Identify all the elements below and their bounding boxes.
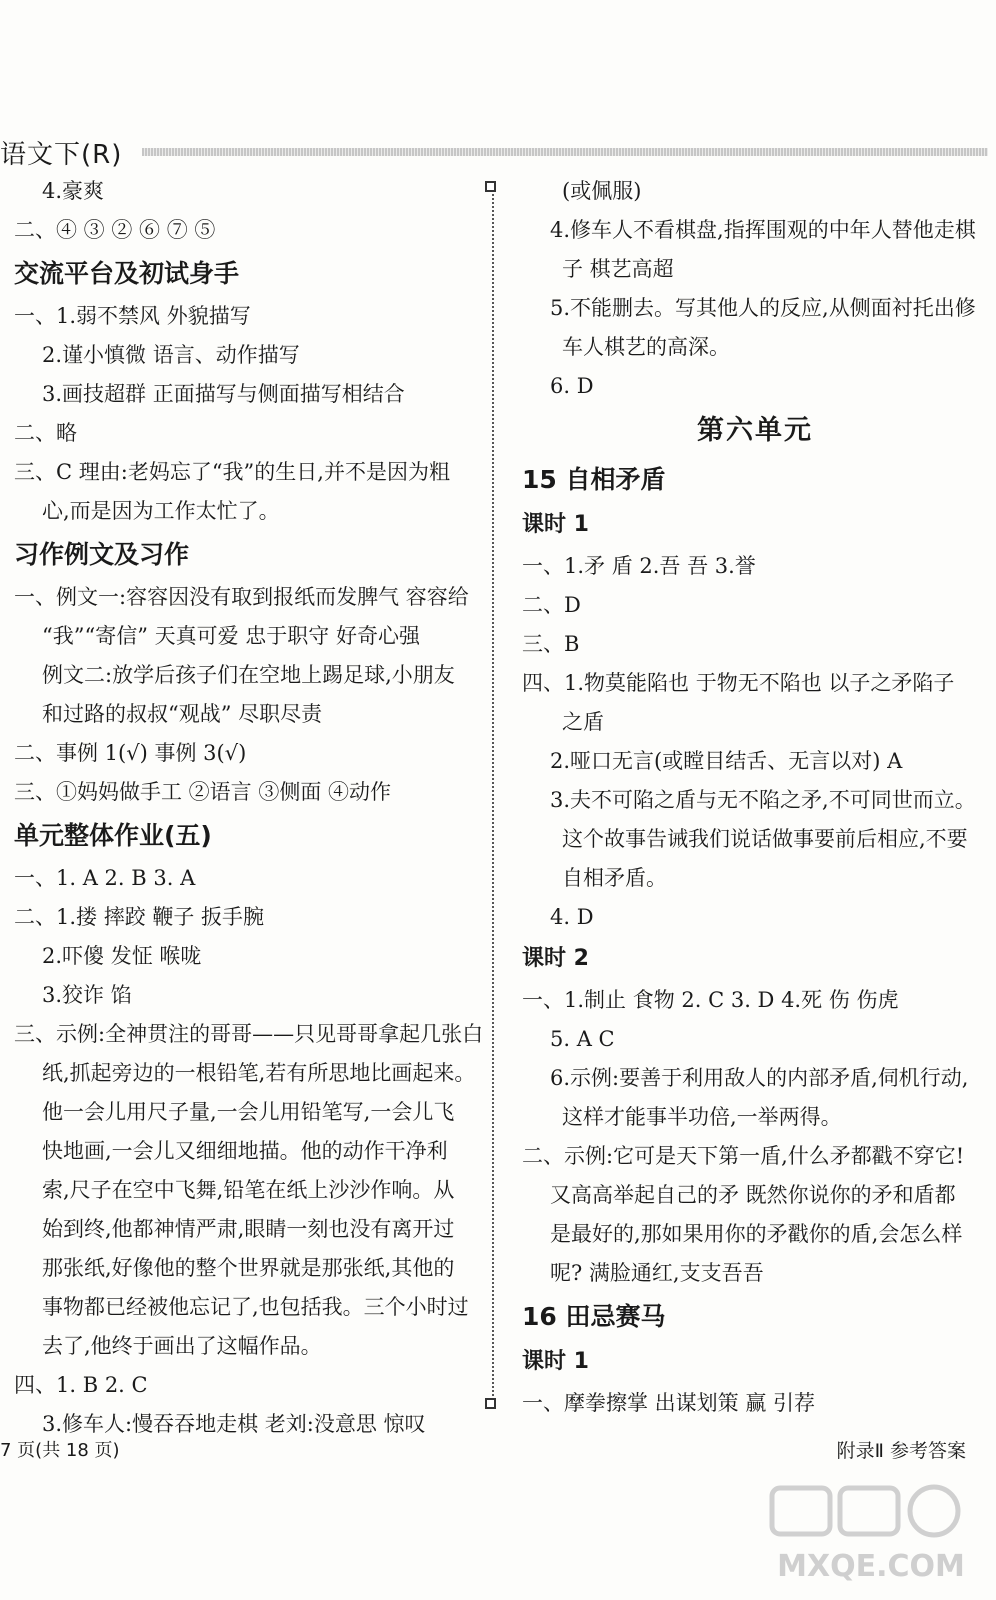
lesson-heading: 16 田忌赛马 [522, 1302, 666, 1331]
class-period-heading: 课时 2 [522, 946, 589, 971]
answer-line: 二、事例 1(√) 事例 3(√) [14, 741, 247, 765]
class-period-heading: 课时 1 [522, 512, 589, 537]
answer-line: 3.画技超群 正面描写与侧面描写相结合 [42, 382, 405, 406]
answer-line: 5.不能删去。写其他人的反应,从侧面衬托出修 [550, 296, 976, 320]
watermark-logo-icon [766, 1480, 976, 1590]
answer-line: 呢? 满脸通红,支支吾吾 [550, 1261, 764, 1285]
answer-line: 车人棋艺的高深。 [562, 335, 730, 359]
answer-line: 4.豪爽 [42, 179, 105, 203]
page-header [0, 128, 996, 172]
answer-line: 和过路的叔叔“观战” 尽职尽责 [42, 702, 323, 726]
answer-line: 这个故事告诫我们说话做事要前后相应,不要 [562, 827, 968, 851]
divider-top-marker [485, 181, 496, 192]
answer-line: 2.谨小慎微 语言、动作描写 [42, 343, 300, 367]
answer-line: 快地画,一会儿又细细地描。他的动作干净利 [42, 1139, 448, 1163]
page-number: 7 页(共 18 页) [0, 1440, 120, 1461]
watermark-text: MXQE.COM [777, 1549, 965, 1584]
answer-line: 一、1.制止 食物 2. C 3. D 4.死 伤 伤虎 [522, 988, 899, 1012]
answer-line: 二、略 [14, 421, 77, 445]
header-title: 语文下(R) [0, 140, 123, 170]
answer-line: 心,而是因为工作太忙了。 [42, 499, 280, 523]
answer-line: 2.哑口无言(或瞠目结舌、无言以对) A [550, 749, 903, 773]
answer-line: (或佩服) [562, 179, 642, 203]
answer-line: 三、C 理由:老妈忘了“我”的生日,并不是因为粗 [14, 460, 450, 484]
answer-line: 始到终,他都神情严肃,眼睛一刻也没有离开过 [42, 1217, 455, 1241]
answer-line: 二、1.搂 摔跤 鞭子 扳手腕 [14, 905, 265, 929]
answer-line: 4.修车人不看棋盘,指挥围观的中年人替他走棋 [550, 218, 976, 242]
answer-line: “我”“寄信” 天真可爱 忠于职守 好奇心强 [42, 624, 420, 648]
answer-line: 3.狡诈 馅 [42, 983, 132, 1007]
answer-line: 二、示例:它可是天下第一盾,什么矛都戳不穿它! [522, 1144, 965, 1168]
section-heading: 单元整体作业(五) [14, 821, 212, 850]
answer-line: 这样才能事半功倍,一举两得。 [562, 1105, 842, 1129]
answer-line: 那张纸,好像他的整个世界就是那张纸,其他的 [42, 1256, 455, 1280]
answer-line: 2.吓傻 发怔 喉咙 [42, 944, 202, 968]
answer-line: 一、1. A 2. B 3. A [14, 866, 196, 890]
answer-line: 子 棋艺高超 [562, 257, 674, 281]
answer-line: 索,尺子在空中飞舞,铅笔在纸上沙沙作响。从 [42, 1178, 455, 1202]
answer-line: 一、1.弱不禁风 外貌描写 [14, 304, 251, 328]
answer-line: 例文二:放学后孩子们在空地上踢足球,小朋友 [42, 663, 455, 687]
lesson-heading: 15 自相矛盾 [522, 465, 666, 494]
answer-line: 又高高举起自己的矛 既然你说你的矛和盾都 [550, 1183, 956, 1207]
answer-line: 5. A C [550, 1027, 615, 1051]
answer-line: 3.修车人:慢吞吞地走棋 老刘:没意思 惊叹 [42, 1412, 426, 1436]
answer-line: 纸,抓起旁边的一根铅笔,若有所思地比画起来。 [42, 1061, 476, 1085]
answer-line: 二、④ ③ ② ⑥ ⑦ ⑤ [14, 218, 216, 242]
answer-line: 三、示例:全神贯注的哥哥——只见哥哥拿起几张白 [14, 1022, 484, 1046]
answer-line: 三、B [522, 632, 580, 656]
answer-line: 四、1. B 2. C [14, 1373, 148, 1397]
answer-line: 三、①妈妈做手工 ②语言 ③侧面 ④动作 [14, 780, 392, 804]
divider-bottom-marker [485, 1398, 496, 1409]
answer-line: 自相矛盾。 [562, 866, 667, 890]
appendix-label: 附录Ⅱ 参考答案 [836, 1440, 966, 1462]
answer-line: 一、1.矛 盾 2.吾 吾 3.誉 [522, 554, 756, 578]
left-column [14, 172, 484, 1444]
section-heading: 习作例文及习作 [14, 540, 190, 569]
section-heading: 交流平台及初试身手 [14, 259, 240, 288]
answer-line: 一、例文一:容容因没有取到报纸而发脾气 容容给 [14, 585, 469, 609]
answer-line: 6. D [550, 374, 594, 398]
answer-line: 是最好的,那如果用你的矛戳你的盾,会怎么样 [550, 1222, 963, 1246]
answer-line: 4. D [550, 905, 594, 929]
answer-line: 之盾 [562, 710, 604, 734]
answer-line: 3.夫不可陷之盾与无不陷之矛,不可同世而立。 [550, 788, 976, 812]
answer-line: 事物都已经被他忘记了,也包括我。三个小时过 [42, 1295, 469, 1319]
unit-heading: 第六单元 [697, 415, 813, 446]
header-rule [142, 148, 988, 156]
answer-line: 四、1.物莫能陷也 于物无不陷也 以子之矛陷子 [522, 671, 955, 695]
right-column [522, 172, 988, 1423]
answer-line: 一、摩拳擦掌 出谋划策 赢 引荐 [522, 1391, 816, 1415]
answer-line: 6.示例:要善于利用敌人的内部矛盾,伺机行动, [550, 1066, 969, 1090]
class-period-heading: 课时 1 [522, 1349, 589, 1374]
answer-line: 二、D [522, 593, 581, 617]
answer-line: 去了,他终于画出了这幅作品。 [42, 1334, 322, 1358]
answer-line: 他一会儿用尺子量,一会儿用铅笔写,一会儿飞 [42, 1100, 455, 1124]
column-divider [492, 186, 494, 1404]
